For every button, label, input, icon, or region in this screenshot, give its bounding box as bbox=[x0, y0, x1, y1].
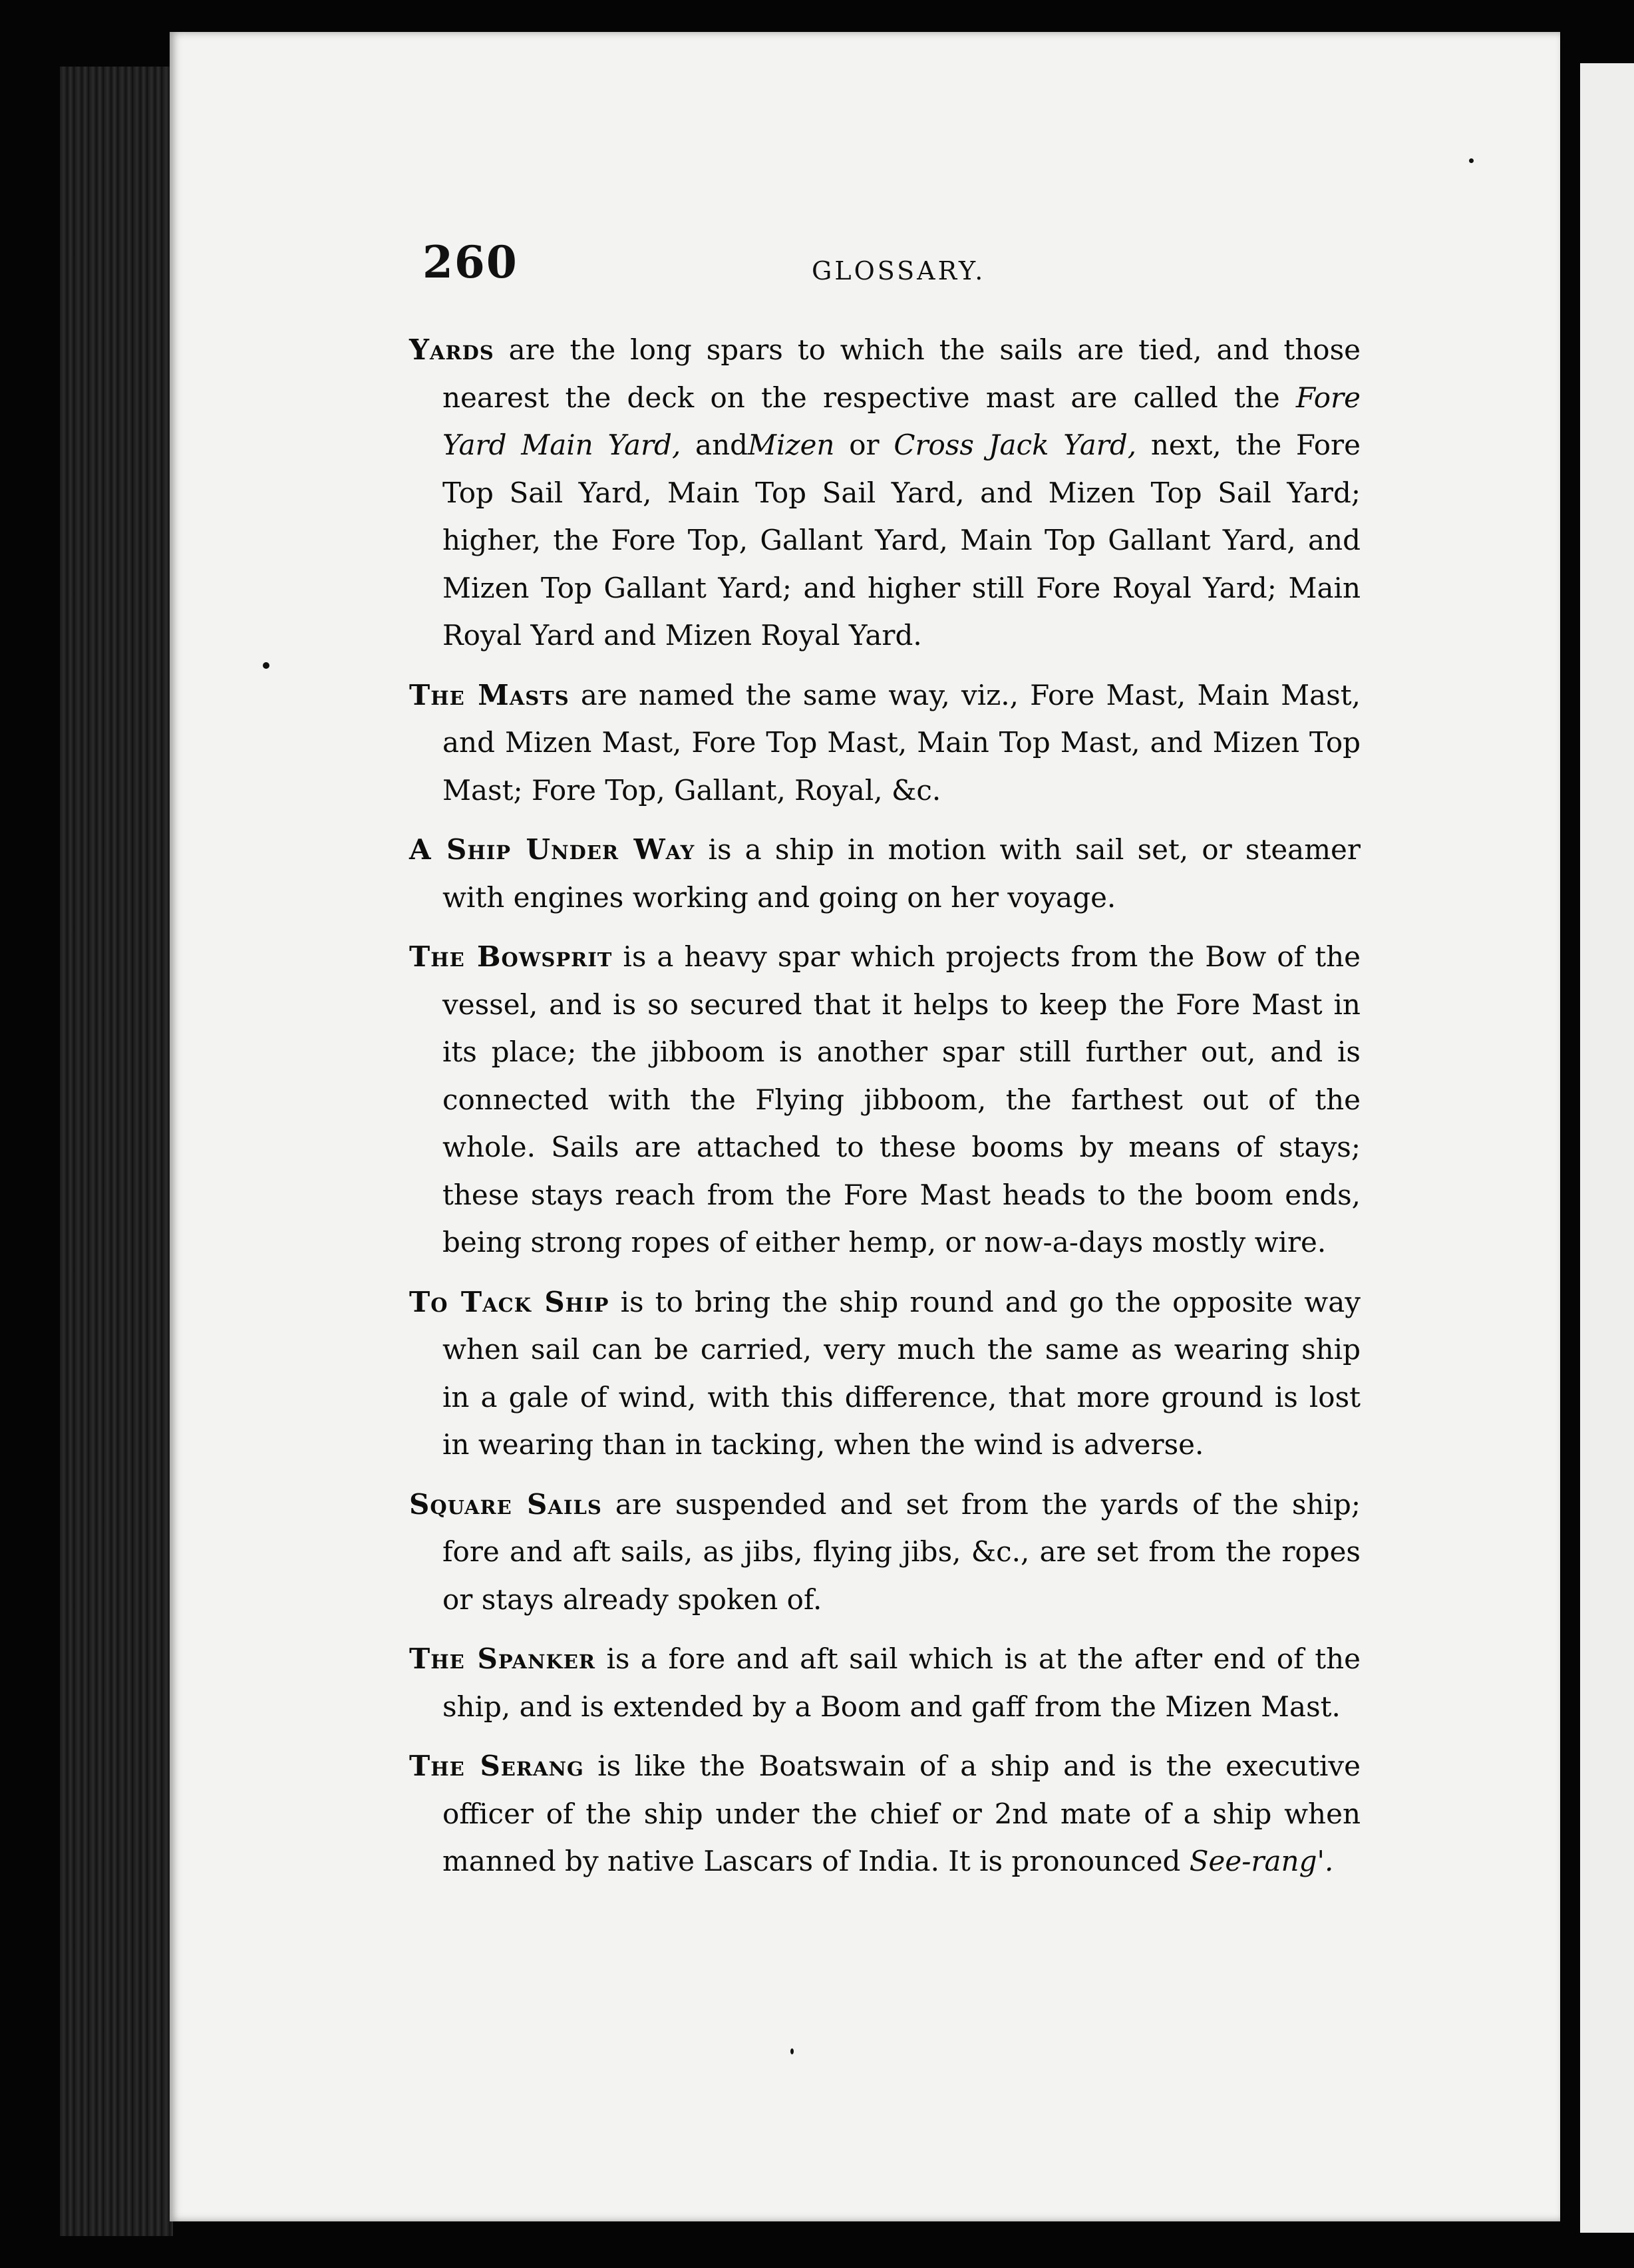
glossary-term: Square Sails bbox=[409, 1487, 602, 1521]
scan-speck bbox=[790, 2048, 794, 2054]
definition-italic: See-rang'. bbox=[1189, 1845, 1334, 1877]
definition-italic: Fore Yard Main Yard, bbox=[442, 381, 1361, 461]
glossary-entry-bowsprit bbox=[409, 933, 1361, 1266]
definition-text: are suspended and set from the yards of the ship; fore and aft sails, as jibs, flying jibs, &c., are set from the ropes or stays already spoken of. bbox=[442, 1487, 1361, 1616]
glossary-term: The Spanker bbox=[409, 1642, 595, 1675]
definition-text: and bbox=[681, 429, 748, 461]
definition-text: is like the Boatswain of a ship and is the executive officer of the ship under the chief or 2nd mate of a ship when manned by native Lascars of India. It is pronounced bbox=[442, 1750, 1361, 1877]
running-title: GLOSSARY. bbox=[812, 256, 986, 285]
definition-text: are the long spars to which the sails are tied, and those nearest the deck on the respective mast are called the bbox=[442, 333, 1361, 414]
glossary-entry-square-sails bbox=[409, 1481, 1361, 1624]
book-page-edges bbox=[60, 67, 173, 2236]
running-head bbox=[422, 236, 1354, 309]
glossary-entry-spanker bbox=[409, 1635, 1361, 1730]
definition-italic: Cross Jack Yard, bbox=[894, 429, 1137, 461]
gutter-shadow bbox=[1560, 32, 1580, 2221]
page-number: 260 bbox=[422, 236, 518, 288]
glossary-entry-serang bbox=[409, 1742, 1361, 1885]
glossary-entry-masts bbox=[409, 671, 1361, 815]
glossary-body bbox=[409, 326, 1361, 1897]
scan-speck bbox=[1469, 158, 1474, 163]
definition-text: is a ship in motion with sail set, or steamer with engines working and going on her voyage. bbox=[442, 833, 1361, 914]
glossary-term: To Tack Ship bbox=[409, 1285, 609, 1318]
definition-italic: Mizen bbox=[748, 429, 835, 461]
glossary-term: The Bowsprit bbox=[409, 940, 613, 973]
glossary-term: Yards bbox=[409, 333, 494, 366]
facing-page-edge bbox=[1580, 63, 1634, 2233]
definition-text: are named the same way, viz., Fore Mast, Main Mast, and Mizen Mast, Fore Top Mast, Main Top Mast, and Mizen Top Mast; Fore Top, Gallant, Royal, &c. bbox=[442, 678, 1361, 807]
definition-text: is to bring the ship round and go the opposite way when sail can be carried, very much the same as wearing ship in a gale of wind, with this difference, that more ground is lost in wearing than in tacking, when the wind is adverse. bbox=[442, 1285, 1361, 1461]
definition-text: next, the Fore Top Sail Yard, Main Top Sail Yard, and Mizen Top Sail Yard; higher, the Fore Top, Gallant Yard, Main Top Gallant Yard, and Mizen Top Gallant Yard; and higher still Fore Royal Yard; Main Royal Yard and Mizen Royal Yard. bbox=[442, 429, 1361, 652]
definition-text: or bbox=[834, 429, 894, 461]
scan-speck bbox=[263, 662, 269, 669]
glossary-entry-tack-ship bbox=[409, 1278, 1361, 1469]
glossary-term: The Masts bbox=[409, 678, 570, 711]
glossary-term: A Ship Under Way bbox=[409, 833, 695, 866]
glossary-entry-yards bbox=[409, 326, 1361, 660]
definition-text: is a fore and aft sail which is at the after end of the ship, and is extended by a Boom and gaff from the Mizen Mast. bbox=[442, 1642, 1361, 1723]
glossary-term: The Serang bbox=[409, 1750, 584, 1782]
definition-text: is a heavy spar which projects from the Bow of the vessel, and is so secured that it helps to keep the Fore Mast in its place; the jibboom is another spar still further out, and is connected with the Flying jibboom, the farthest out of the whole. Sails are attached to these booms by means of stays; these stays reach from the Fore Mast heads to the boom ends, being strong ropes of either hemp, or now-a-days mostly wire. bbox=[442, 940, 1361, 1258]
glossary-entry-ship-under-way bbox=[409, 826, 1361, 921]
